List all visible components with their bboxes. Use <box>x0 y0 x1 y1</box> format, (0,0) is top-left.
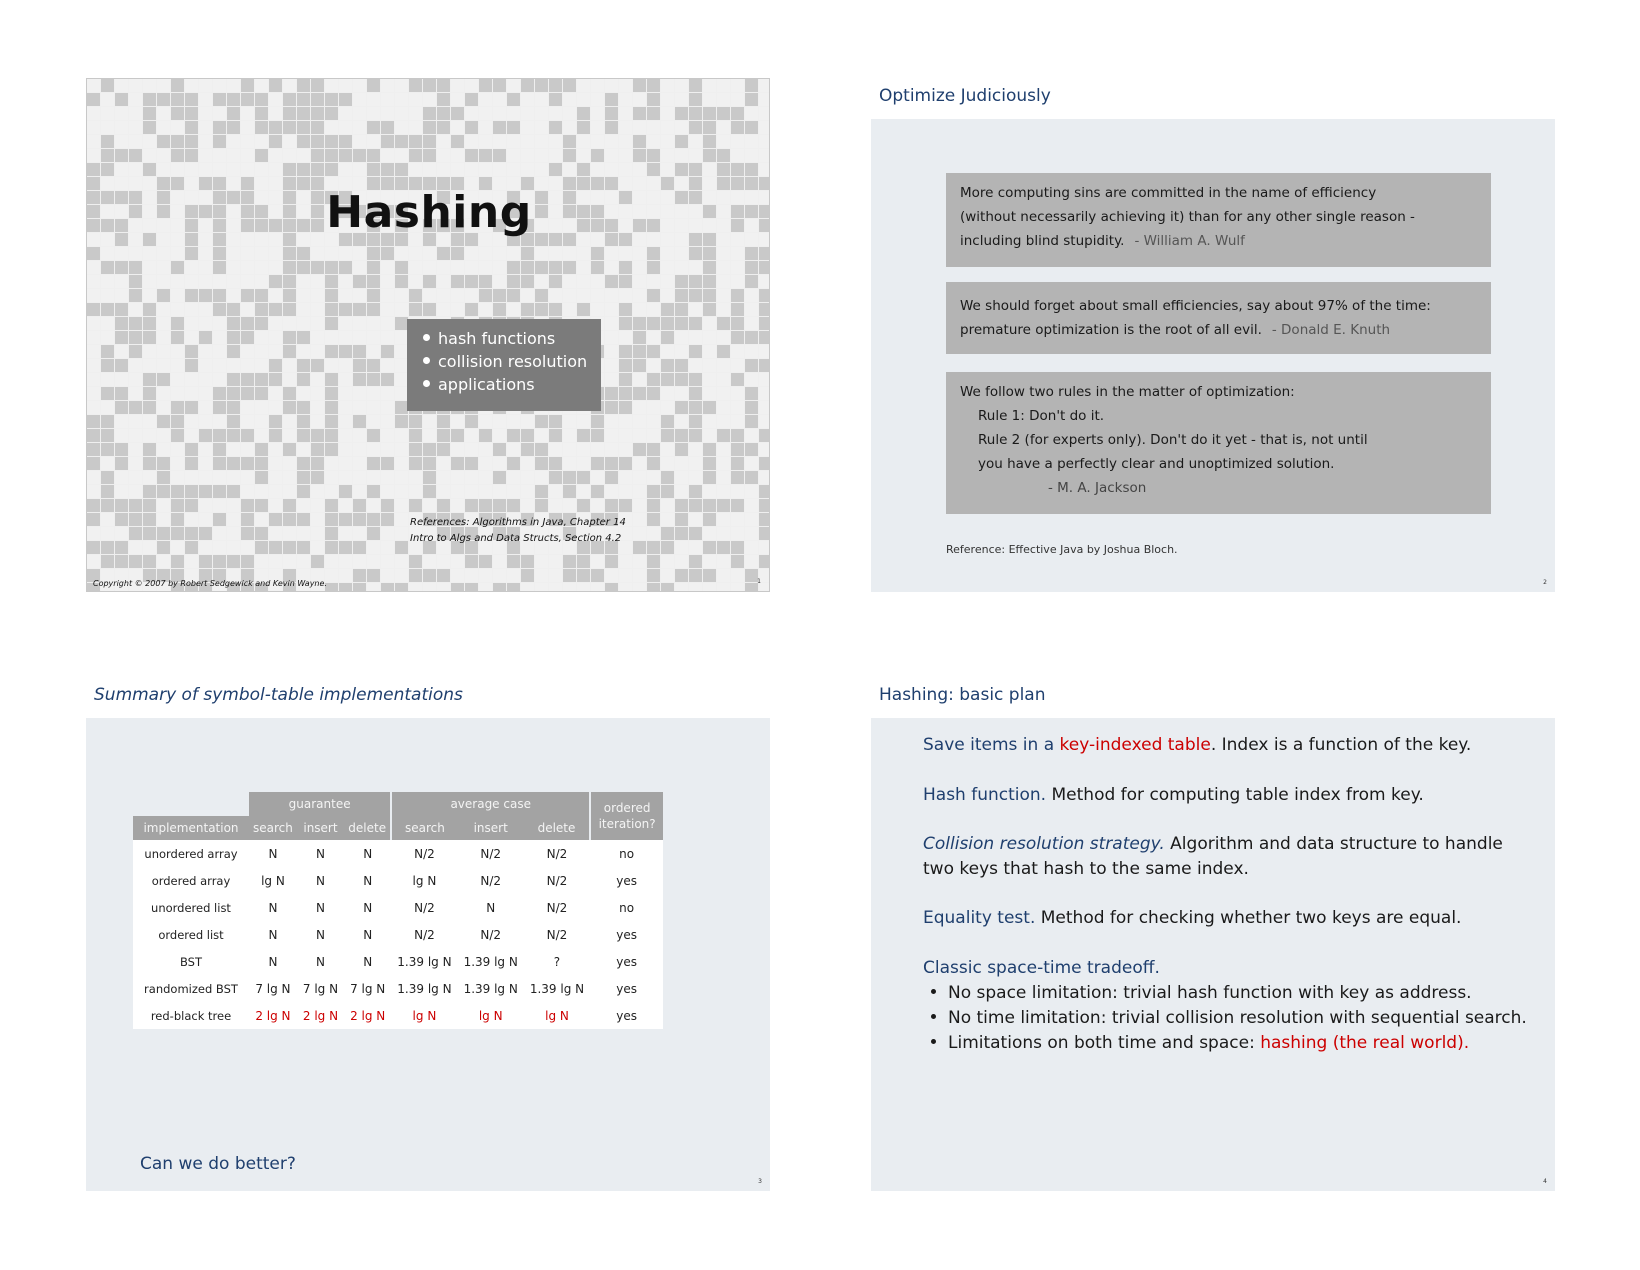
slide-title: Hashing: basic plan <box>879 685 1046 705</box>
row-label: unordered list <box>133 894 249 921</box>
table-cell: N <box>458 894 524 921</box>
table-cell: 2 lg N <box>344 1002 391 1029</box>
bullet-icon <box>423 380 430 387</box>
table-cell: N <box>297 894 344 921</box>
table-cell: yes <box>590 921 663 948</box>
col-header: insert <box>458 816 524 840</box>
bullet-icon <box>931 1014 936 1019</box>
table-cell: no <box>590 840 663 867</box>
table-cell: N <box>297 840 344 867</box>
table-cell: N <box>297 948 344 975</box>
row-label: ordered array <box>133 867 249 894</box>
reference: Reference: Effective Java by Joshua Bloch. <box>946 543 1178 556</box>
row-label: BST <box>133 948 249 975</box>
paragraph-tradeoff: Classic space-time tradeoff. No space limitation: trivial hash function with key as address. No time limitation: trivial collision resolution with sequential search. Limitations on both time and space: hashing (the real world). <box>923 956 1527 1056</box>
table-cell: yes <box>590 975 663 1002</box>
quote-wulf: More computing sins are committed in the name of efficiency (without necessarily achieving it) than for any other single reason - including blind stupidity. - William A. Wulf <box>946 173 1491 267</box>
bullet-icon <box>931 989 936 994</box>
header-ordered-iteration: ordered iteration? <box>590 792 663 840</box>
table-cell: N <box>344 921 391 948</box>
table-cell: ? <box>524 948 590 975</box>
table-cell: N <box>297 921 344 948</box>
col-header: search <box>391 816 457 840</box>
table-cell: 1.39 lg N <box>391 975 457 1002</box>
references: References: Algorithms in Java, Chapter 14 Intro to Algs and Data Structs, Section 4.2 <box>410 517 626 544</box>
slide-title: Optimize Judiciously <box>879 86 1051 106</box>
table-cell: 2 lg N <box>297 1002 344 1029</box>
table-row <box>133 840 663 867</box>
table-cell: N <box>344 948 391 975</box>
table-cell: N <box>297 867 344 894</box>
quote-knuth: We should forget about small efficiencies, say about 97% of the time: premature optimization is the root of all evil. - Donald E. Knuth <box>946 282 1491 354</box>
list-item: No time limitation: trivial collision resolution with sequential search. <box>923 1006 1527 1031</box>
slide-title: Summary of symbol-table implementations <box>94 685 463 705</box>
quote-author: - M. A. Jackson <box>1048 480 1147 496</box>
table-cell: N/2 <box>391 921 457 948</box>
table-cell: no <box>590 894 663 921</box>
list-item: No space limitation: trivial hash function with key as address. <box>923 981 1527 1006</box>
table-cell: lg N <box>391 867 457 894</box>
row-label: red-black tree <box>133 1002 249 1029</box>
table-row <box>133 921 663 948</box>
quote-author: - William A. Wulf <box>1134 233 1245 249</box>
table-cell: N/2 <box>458 840 524 867</box>
paragraph-key-indexed: Save items in a key-indexed table. Index is a function of the key. <box>923 735 1472 755</box>
table-cell: N/2 <box>524 921 590 948</box>
col-header: insert <box>297 816 344 840</box>
bullet-icon <box>931 1039 936 1044</box>
table-cell: N/2 <box>458 921 524 948</box>
page-number: 4 <box>1543 1178 1547 1185</box>
topics-box <box>407 319 601 411</box>
topic-item: collision resolution <box>423 350 601 373</box>
col-header: delete <box>524 816 590 840</box>
table-cell: 1.39 lg N <box>524 975 590 1002</box>
copyright: Copyright © 2007 by Robert Sedgewick and Kevin Wayne. <box>93 579 327 588</box>
slide-4 <box>871 677 1555 1191</box>
table-cell: N/2 <box>391 840 457 867</box>
header-guarantee: guarantee <box>249 792 391 816</box>
table-cell: lg N <box>458 1002 524 1029</box>
table-cell: lg N <box>391 1002 457 1029</box>
table-cell: N <box>249 894 297 921</box>
table-cell: lg N <box>524 1002 590 1029</box>
table-row <box>133 1002 663 1029</box>
table-cell: yes <box>590 1002 663 1029</box>
paragraph-collision: Collision resolution strategy. Algorithm and data structure to handle two keys that hash to the same index. <box>923 834 1503 879</box>
title-bar <box>871 78 1555 119</box>
col-header: implementation <box>133 816 249 840</box>
table-cell: N/2 <box>458 867 524 894</box>
table-cell: N/2 <box>524 840 590 867</box>
bullet-icon <box>423 334 430 341</box>
header-average-case: average case <box>391 792 590 816</box>
title-bar <box>86 677 770 718</box>
table-cell: N/2 <box>524 894 590 921</box>
table-cell: 1.39 lg N <box>391 948 457 975</box>
table-cell: 1.39 lg N <box>458 948 524 975</box>
table-cell: N <box>249 948 297 975</box>
table-row <box>133 867 663 894</box>
table-cell: N <box>249 921 297 948</box>
topic-item: applications <box>423 373 601 396</box>
table-cell: 2 lg N <box>249 1002 297 1029</box>
paragraph-equality: Equality test. Method for checking whether two keys are equal. <box>923 908 1462 928</box>
table-cell: N <box>344 867 391 894</box>
paragraph-hash-function: Hash function. Method for computing table index from key. <box>923 785 1424 805</box>
slide-1 <box>86 78 770 592</box>
quote-jackson: We follow two rules in the matter of optimization: Rule 1: Don't do it. Rule 2 (for experts only). Don't do it yet - that is, not until you have a perfectly clear and unoptimized solution. - M. A. Jackson <box>946 372 1491 514</box>
table-cell: yes <box>590 867 663 894</box>
row-label: ordered list <box>133 921 249 948</box>
table-cell: N/2 <box>524 867 590 894</box>
topic-item: hash functions <box>423 327 601 350</box>
col-header: delete <box>344 816 391 840</box>
table-cell: N/2 <box>391 894 457 921</box>
col-header: search <box>249 816 297 840</box>
bullet-icon <box>423 357 430 364</box>
table-cell: 7 lg N <box>249 975 297 1002</box>
table-row <box>133 975 663 1002</box>
table-row <box>133 948 663 975</box>
table-cell: N <box>249 840 297 867</box>
quote-author: - Donald E. Knuth <box>1271 322 1391 338</box>
table-cell: yes <box>590 948 663 975</box>
slide-3 <box>86 677 770 1191</box>
table-cell: 7 lg N <box>344 975 391 1002</box>
table-cell: N <box>344 840 391 867</box>
row-label: randomized BST <box>133 975 249 1002</box>
slide-title: Hashing <box>326 187 532 238</box>
page-number: 3 <box>758 1178 762 1185</box>
table-cell: lg N <box>249 867 297 894</box>
table-row <box>133 894 663 921</box>
symbol-table-summary <box>133 792 663 1029</box>
table-cell: N <box>344 894 391 921</box>
page-number: 1 <box>757 578 761 585</box>
row-label: unordered array <box>133 840 249 867</box>
table-cell: 7 lg N <box>297 975 344 1002</box>
title-bar <box>871 677 1555 718</box>
slide-2 <box>871 78 1555 592</box>
table-cell: 1.39 lg N <box>458 975 524 1002</box>
question: Can we do better? <box>140 1154 296 1174</box>
list-item: Limitations on both time and space: hashing (the real world). <box>923 1031 1527 1056</box>
page-number: 2 <box>1543 579 1547 586</box>
